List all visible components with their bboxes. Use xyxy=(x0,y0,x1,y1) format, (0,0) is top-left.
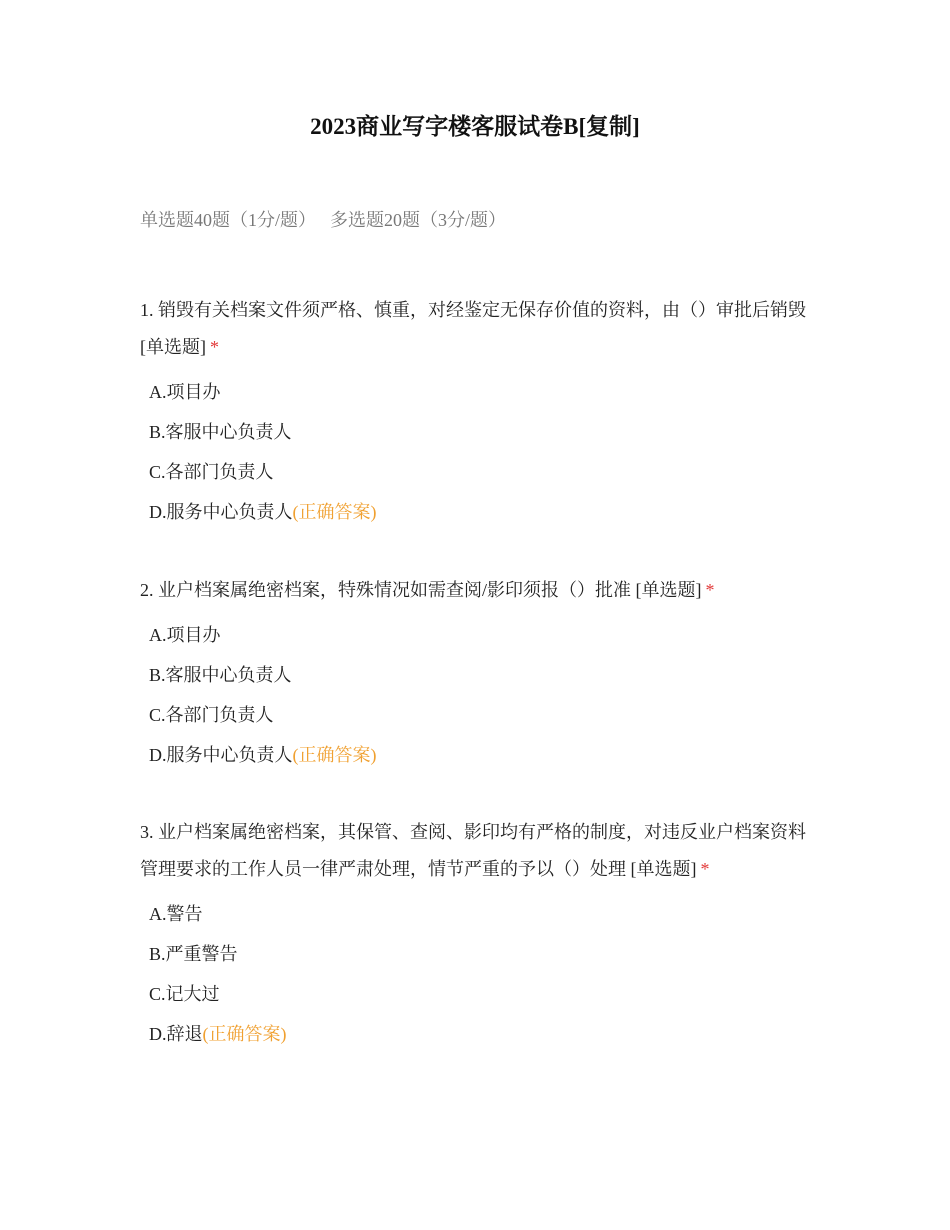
page-title: 2023商业写字楼客服试卷B[复制] xyxy=(310,114,640,139)
question-stem: 2. 业户档案属绝密档案，特殊情况如需查阅/影印须报（）批准 xyxy=(140,580,631,600)
option-a: A.项目办 xyxy=(149,382,221,402)
option-list xyxy=(140,372,820,532)
question-stem: 3. 业户档案属绝密档案，其保管、查阅、影印均有严格的制度，对违反业户档案资料管理要求的工作人员一律严肃处理，情节严重的予以（）处理 xyxy=(140,822,806,879)
option-list xyxy=(140,894,820,1054)
option-c: C.各部门负责人 xyxy=(149,705,274,725)
question-type: [单选题] xyxy=(630,859,697,879)
option-d xyxy=(140,1014,820,1054)
correct-answer-label: (正确答案) xyxy=(202,1024,287,1044)
option-text: D.服务中心负责人 xyxy=(149,745,293,765)
option-b: B.客服中心负责人 xyxy=(149,665,292,685)
option-d xyxy=(140,735,820,775)
question-text xyxy=(140,572,820,609)
option-b: B.严重警告 xyxy=(149,944,238,964)
question-1 xyxy=(140,292,820,532)
required-marker: * xyxy=(700,859,710,879)
question-summary xyxy=(140,205,520,235)
question-type: [单选题] xyxy=(140,337,206,357)
option-d xyxy=(140,492,820,532)
option-text: D.辞退 xyxy=(149,1024,203,1044)
option-list xyxy=(140,615,820,775)
question-text xyxy=(140,292,820,366)
single-choice-summary: 单选题40题（1分/题） xyxy=(140,210,317,230)
correct-answer-label: (正确答案) xyxy=(292,502,377,522)
required-marker: * xyxy=(705,580,715,600)
correct-answer-label: (正确答案) xyxy=(292,745,377,765)
question-type: [单选题] xyxy=(635,580,702,600)
required-marker: * xyxy=(210,337,219,357)
question-stem: 1. 销毁有关档案文件须严格、慎重，对经鉴定无保存价值的资料，由（）审批后销毁 xyxy=(140,300,806,320)
option-a: A.警告 xyxy=(149,904,203,924)
option-c: C.记大过 xyxy=(149,984,220,1004)
multi-choice-summary: 多选题20题（3分/题） xyxy=(330,210,507,230)
option-c: C.各部门负责人 xyxy=(149,462,274,482)
option-text: D.服务中心负责人 xyxy=(149,502,293,522)
question-2 xyxy=(140,572,820,775)
question-3 xyxy=(140,814,820,1054)
question-text xyxy=(140,814,820,888)
option-a: A.项目办 xyxy=(149,625,221,645)
option-b: B.客服中心负责人 xyxy=(149,422,292,442)
